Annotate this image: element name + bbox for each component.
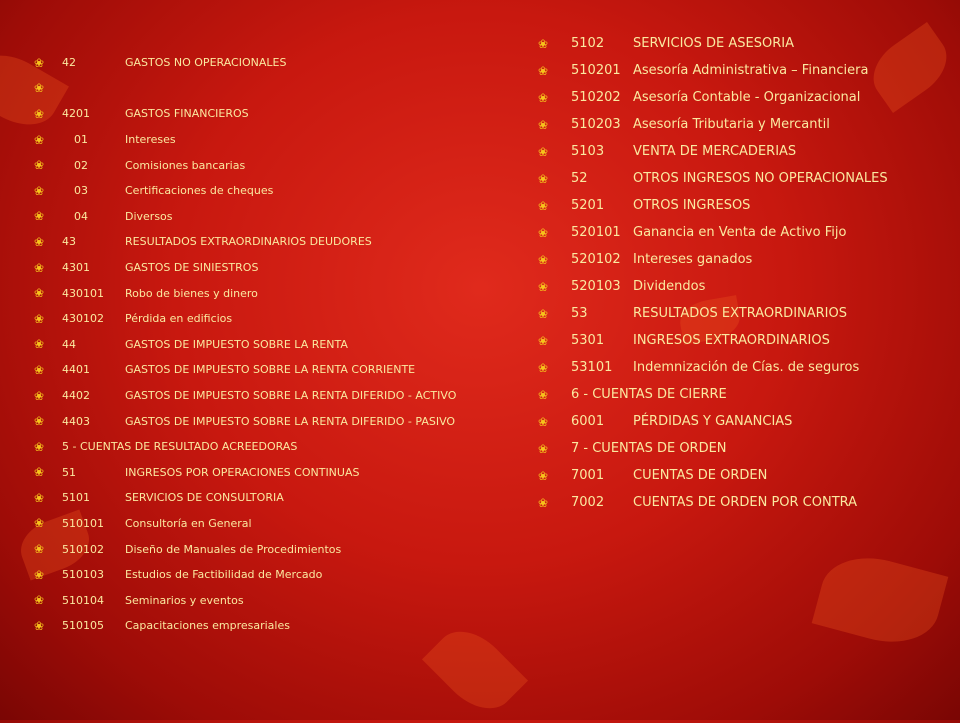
ornate-bullet-icon: ❀ [538,495,549,510]
ornate-bullet-icon: ❀ [34,516,45,531]
ornate-bullet-icon: ❀ [538,414,549,429]
account-row [538,435,888,462]
account-row [34,280,456,306]
ornate-bullet-icon: ❀ [34,337,45,352]
ornate-bullet-icon: ❀ [538,387,549,402]
ornate-bullet-icon: ❀ [34,311,45,326]
ornate-bullet-icon: ❀ [34,414,45,429]
account-description: GASTOS DE IMPUESTO SOBRE LA RENTA DIFERIDO - PASIVO [125,414,456,428]
account-code: 520102 [571,252,621,267]
account-row [538,408,888,435]
account-code: 43 [62,235,76,249]
account-description: RESULTADOS EXTRAORDINARIOS [633,306,847,321]
account-row [538,57,888,84]
ornate-bullet-icon: ❀ [538,279,549,294]
account-description: Diversos [125,209,173,223]
account-description: SERVICIOS DE CONSULTORIA [125,491,284,505]
account-row [34,587,456,613]
account-description: Consultoría en General [125,516,252,530]
ornate-bullet-icon: ❀ [538,360,549,375]
account-description: Asesoría Administrativa – Financiera [633,63,869,78]
account-description: VENTA DE MERCADERIAS [633,144,797,159]
account-code: 4403 [62,414,90,428]
ornate-bullet-icon: ❀ [34,81,45,96]
account-description: Estudios de Factibilidad de Mercado [125,568,323,582]
left-account-list [34,50,456,639]
ornate-bullet-icon: ❀ [538,90,549,105]
ornate-bullet-icon: ❀ [34,542,45,557]
account-code: 42 [62,56,76,70]
ornate-bullet-icon: ❀ [34,209,45,224]
account-row [34,204,456,230]
account-row [34,332,456,358]
account-description: CUENTAS DE ORDEN [633,468,768,483]
account-description: GASTOS DE IMPUESTO SOBRE LA RENTA CORRIENTE [125,363,416,377]
account-description: RESULTADOS EXTRAORDINARIOS DEUDORES [125,235,372,249]
account-code: 52 [571,171,588,186]
account-row [538,138,888,165]
account-row [538,84,888,111]
account-code: 510102 [62,542,104,556]
account-description: Intereses ganados [633,252,753,267]
account-row [34,50,456,76]
ornate-bullet-icon: ❀ [538,333,549,348]
account-row [34,255,456,281]
account-description: OTROS INGRESOS [633,198,751,213]
ornate-bullet-icon: ❀ [34,183,45,198]
account-description: GASTOS FINANCIEROS [125,107,249,121]
account-row [34,613,456,639]
account-code: 510201 [571,63,621,78]
account-description: Capacitaciones empresariales [125,619,290,633]
account-description: Asesoría Contable - Organizacional [633,90,861,105]
ornate-bullet-icon: ❀ [34,286,45,301]
account-code: 510101 [62,516,104,530]
account-row [538,273,888,300]
account-code: 53101 [571,360,613,375]
account-row [34,101,456,127]
account-description: Indemnización de Cías. de seguros [633,360,860,375]
account-description: GASTOS NO OPERACIONALES [125,56,287,70]
account-code: 5101 [62,491,90,505]
account-code: 5102 [571,36,605,51]
account-row [538,300,888,327]
account-row [34,306,456,332]
account-description: Comisiones bancarias [125,158,246,172]
account-code: 510202 [571,90,621,105]
account-description: Intereses [125,133,176,147]
account-code: 510105 [62,619,104,633]
account-description: GASTOS DE SINIESTROS [125,261,259,275]
account-code: 510104 [62,593,104,607]
account-code: 53 [571,306,588,321]
ornate-bullet-icon: ❀ [34,234,45,249]
account-code: 51 [62,465,76,479]
account-description: INGRESOS EXTRAORDINARIOS [633,333,830,348]
account-row [34,460,456,486]
account-code: 520101 [571,225,621,240]
ornate-bullet-icon: ❀ [538,198,549,213]
account-code: 03 [74,184,88,198]
account-row [538,462,888,489]
account-code: 4201 [62,107,90,121]
account-row [538,354,888,381]
account-row [34,434,456,460]
account-row [34,357,456,383]
account-description: GASTOS DE IMPUESTO SOBRE LA RENTA [125,337,348,351]
account-row [538,192,888,219]
account-row [538,246,888,273]
ornate-bullet-icon: ❀ [34,388,45,403]
account-description: OTROS INGRESOS NO OPERACIONALES [633,171,888,186]
account-code: 01 [74,133,88,147]
account-description: Seminarios y eventos [125,593,244,607]
account-code: 04 [74,209,88,223]
decorative-leaf [812,546,949,654]
ornate-bullet-icon: ❀ [538,306,549,321]
ornate-bullet-icon: ❀ [34,490,45,505]
account-description: Certificaciones de cheques [125,184,274,198]
account-description: GASTOS DE IMPUESTO SOBRE LA RENTA DIFERIDO - ACTIVO [125,389,457,403]
account-row [538,381,888,408]
account-description: CUENTAS DE ORDEN POR CONTRA [633,495,858,510]
account-code: 02 [74,158,88,172]
account-row [34,485,456,511]
ornate-bullet-icon: ❀ [34,439,45,454]
ornate-bullet-icon: ❀ [34,362,45,377]
ornate-bullet-icon: ❀ [34,260,45,275]
account-description: INGRESOS POR OPERACIONES CONTINUAS [125,465,360,479]
account-code: 510103 [62,568,104,582]
account-row [34,152,456,178]
account-code: 7001 [571,468,605,483]
account-code: 6001 [571,414,605,429]
account-code: 44 [62,337,76,351]
ornate-bullet-icon: ❀ [34,132,45,147]
account-code: 430101 [62,286,104,300]
account-row [538,489,888,516]
ornate-bullet-icon: ❀ [538,63,549,78]
right-account-list [538,30,888,516]
account-code: 5201 [571,198,605,213]
account-row [538,327,888,354]
account-description: Pérdida en edificios [125,312,233,326]
ornate-bullet-icon: ❀ [538,468,549,483]
ornate-bullet-icon: ❀ [538,441,549,456]
account-row [538,219,888,246]
ornate-bullet-icon: ❀ [538,252,549,267]
account-code: 7 - CUENTAS DE ORDEN [571,441,727,456]
account-row [34,76,456,102]
ornate-bullet-icon: ❀ [34,618,45,633]
account-code: 7002 [571,495,605,510]
account-row [34,511,456,537]
ornate-bullet-icon: ❀ [538,144,549,159]
account-code: 510203 [571,117,621,132]
ornate-bullet-icon: ❀ [538,171,549,186]
account-code: 5301 [571,333,605,348]
account-description: PÉRDIDAS Y GANANCIAS [633,414,793,429]
account-row [34,562,456,588]
account-code: 6 - CUENTAS DE CIERRE [571,387,727,402]
ornate-bullet-icon: ❀ [34,465,45,480]
ornate-bullet-icon: ❀ [538,36,549,51]
account-code: 5103 [571,144,605,159]
account-row [538,111,888,138]
account-code: 5 - CUENTAS DE RESULTADO ACREEDORAS [62,440,298,454]
account-code: 520103 [571,279,621,294]
account-row [538,165,888,192]
account-row [34,178,456,204]
account-description: Asesoría Tributaria y Mercantil [633,117,830,132]
ornate-bullet-icon: ❀ [34,567,45,582]
account-row [34,127,456,153]
ornate-bullet-icon: ❀ [34,593,45,608]
ornate-bullet-icon: ❀ [34,55,45,70]
account-code: 4402 [62,389,90,403]
account-row [34,383,456,409]
account-description: Robo de bienes y dinero [125,286,258,300]
ornate-bullet-icon: ❀ [538,225,549,240]
account-description: Dividendos [633,279,706,294]
ornate-bullet-icon: ❀ [34,158,45,173]
ornate-bullet-icon: ❀ [34,106,45,121]
ornate-bullet-icon: ❀ [538,117,549,132]
account-row [34,229,456,255]
account-description: Diseño de Manuales de Procedimientos [125,542,342,556]
account-row [34,536,456,562]
account-row [538,30,888,57]
account-description: Ganancia en Venta de Activo Fijo [633,225,847,240]
account-row [34,408,456,434]
account-code: 430102 [62,312,104,326]
account-code: 4401 [62,363,90,377]
account-code: 4301 [62,261,90,275]
account-description: SERVICIOS DE ASESORIA [633,36,795,51]
